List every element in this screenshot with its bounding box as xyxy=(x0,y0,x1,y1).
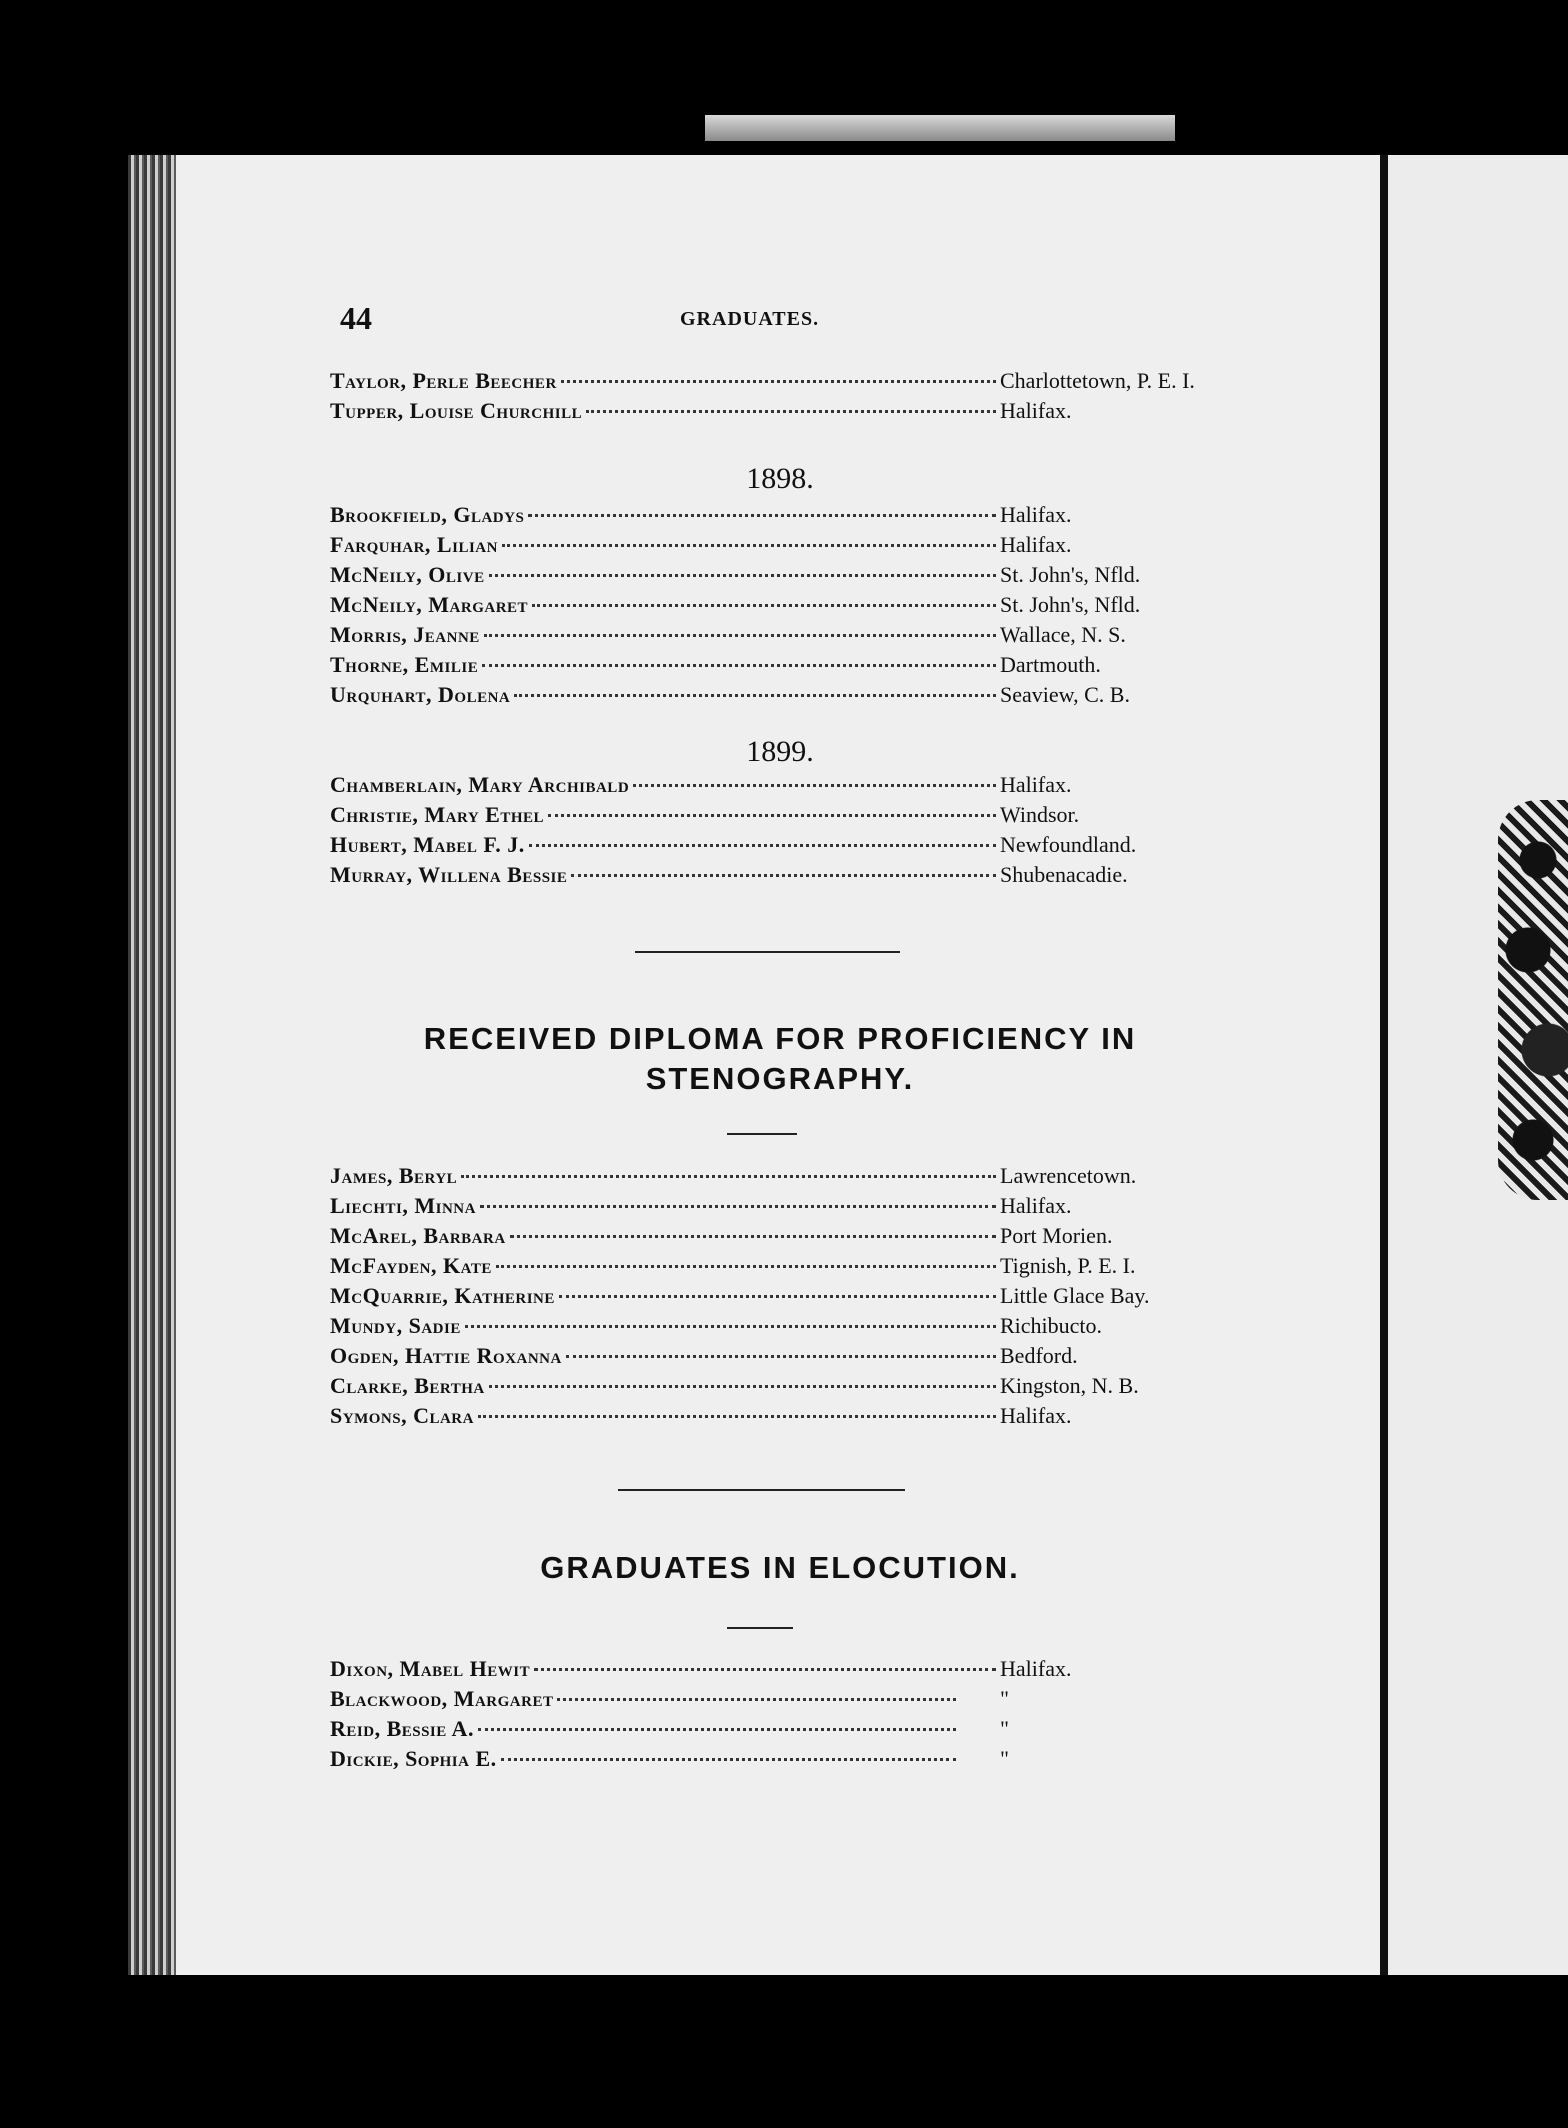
list-item: Ogden, Hattie Roxanna Bedford. xyxy=(330,1343,1078,1368)
elocution-entries xyxy=(330,1656,1230,1776)
short-divider xyxy=(727,1133,797,1135)
list-item: Taylor, Perle Beecher Charlottetown, P. E. I. xyxy=(330,368,1195,393)
section-divider xyxy=(635,951,900,953)
list-item: Murray, Willena Bessie Shubenacadie. xyxy=(330,862,1128,887)
book-gutter xyxy=(1380,155,1388,1975)
list-item: McFayden, Kate Tignish, P. E. I. xyxy=(330,1253,1136,1278)
list-item: Chamberlain, Mary Archibald Halifax. xyxy=(330,772,1072,797)
page-stack-edge xyxy=(128,155,176,1975)
entries-1899 xyxy=(330,772,1230,892)
entries-1898 xyxy=(330,502,1230,712)
elocution-heading: GRADUATES IN ELOCUTION. xyxy=(540,1550,1020,1585)
scan-top-tab xyxy=(705,115,1175,141)
stenography-heading-line2: STENOGRAPHY. xyxy=(645,1061,915,1096)
stenography-heading-line1: RECEIVED DIPLOMA FOR PROFICIENCY IN xyxy=(423,1021,1137,1056)
year-heading-1899: 1899. xyxy=(746,735,814,768)
list-item: Morris, Jeanne Wallace, N. S. xyxy=(330,622,1126,647)
list-item: Dixon, Mabel Hewit Halifax. xyxy=(330,1656,1072,1681)
short-divider xyxy=(727,1627,793,1629)
list-item: McNeily, Olive St. John's, Nfld. xyxy=(330,562,1141,587)
list-item: Blackwood, Margaret " xyxy=(330,1686,1009,1711)
page-header xyxy=(340,300,1200,340)
year-heading-1898: 1898. xyxy=(746,462,814,495)
list-item: Symons, Clara Halifax. xyxy=(330,1403,1072,1428)
list-item: Tupper, Louise Churchill Halifax. xyxy=(330,398,1072,423)
list-item: Dickie, Sophia E. " xyxy=(330,1746,1009,1771)
running-title: GRADUATES. xyxy=(680,308,820,330)
top-entries xyxy=(330,368,1230,428)
list-item: Christie, Mary Ethel Windsor. xyxy=(330,802,1080,827)
list-item: Thorne, Emilie Dartmouth. xyxy=(330,652,1101,677)
list-item: Reid, Bessie A. " xyxy=(330,1716,1009,1741)
list-item: McQuarrie, Katherine Little Glace Bay. xyxy=(330,1283,1150,1308)
list-item: Clarke, Bertha Kingston, N. B. xyxy=(330,1373,1139,1398)
list-item: McArel, Barbara Port Morien. xyxy=(330,1223,1113,1248)
list-item: Farquhar, Lilian Halifax. xyxy=(330,532,1072,557)
list-item: Liechti, Minna Halifax. xyxy=(330,1193,1072,1218)
list-item: Brookfield, Gladys Halifax. xyxy=(330,502,1072,527)
page-number: 44 xyxy=(340,300,372,336)
stenography-heading xyxy=(330,1019,1230,1099)
section-divider xyxy=(618,1489,905,1491)
list-item: Urquhart, Dolena Seaview, C. B. xyxy=(330,682,1130,707)
decorative-ornament xyxy=(1498,800,1568,1200)
list-item: McNeily, Margaret St. John's, Nfld. xyxy=(330,592,1141,617)
list-item: Mundy, Sadie Richibucto. xyxy=(330,1313,1103,1338)
stenography-entries xyxy=(330,1163,1230,1433)
list-item: Hubert, Mabel F. J. Newfoundland. xyxy=(330,832,1137,857)
list-item: James, Beryl Lawrencetown. xyxy=(330,1163,1137,1188)
